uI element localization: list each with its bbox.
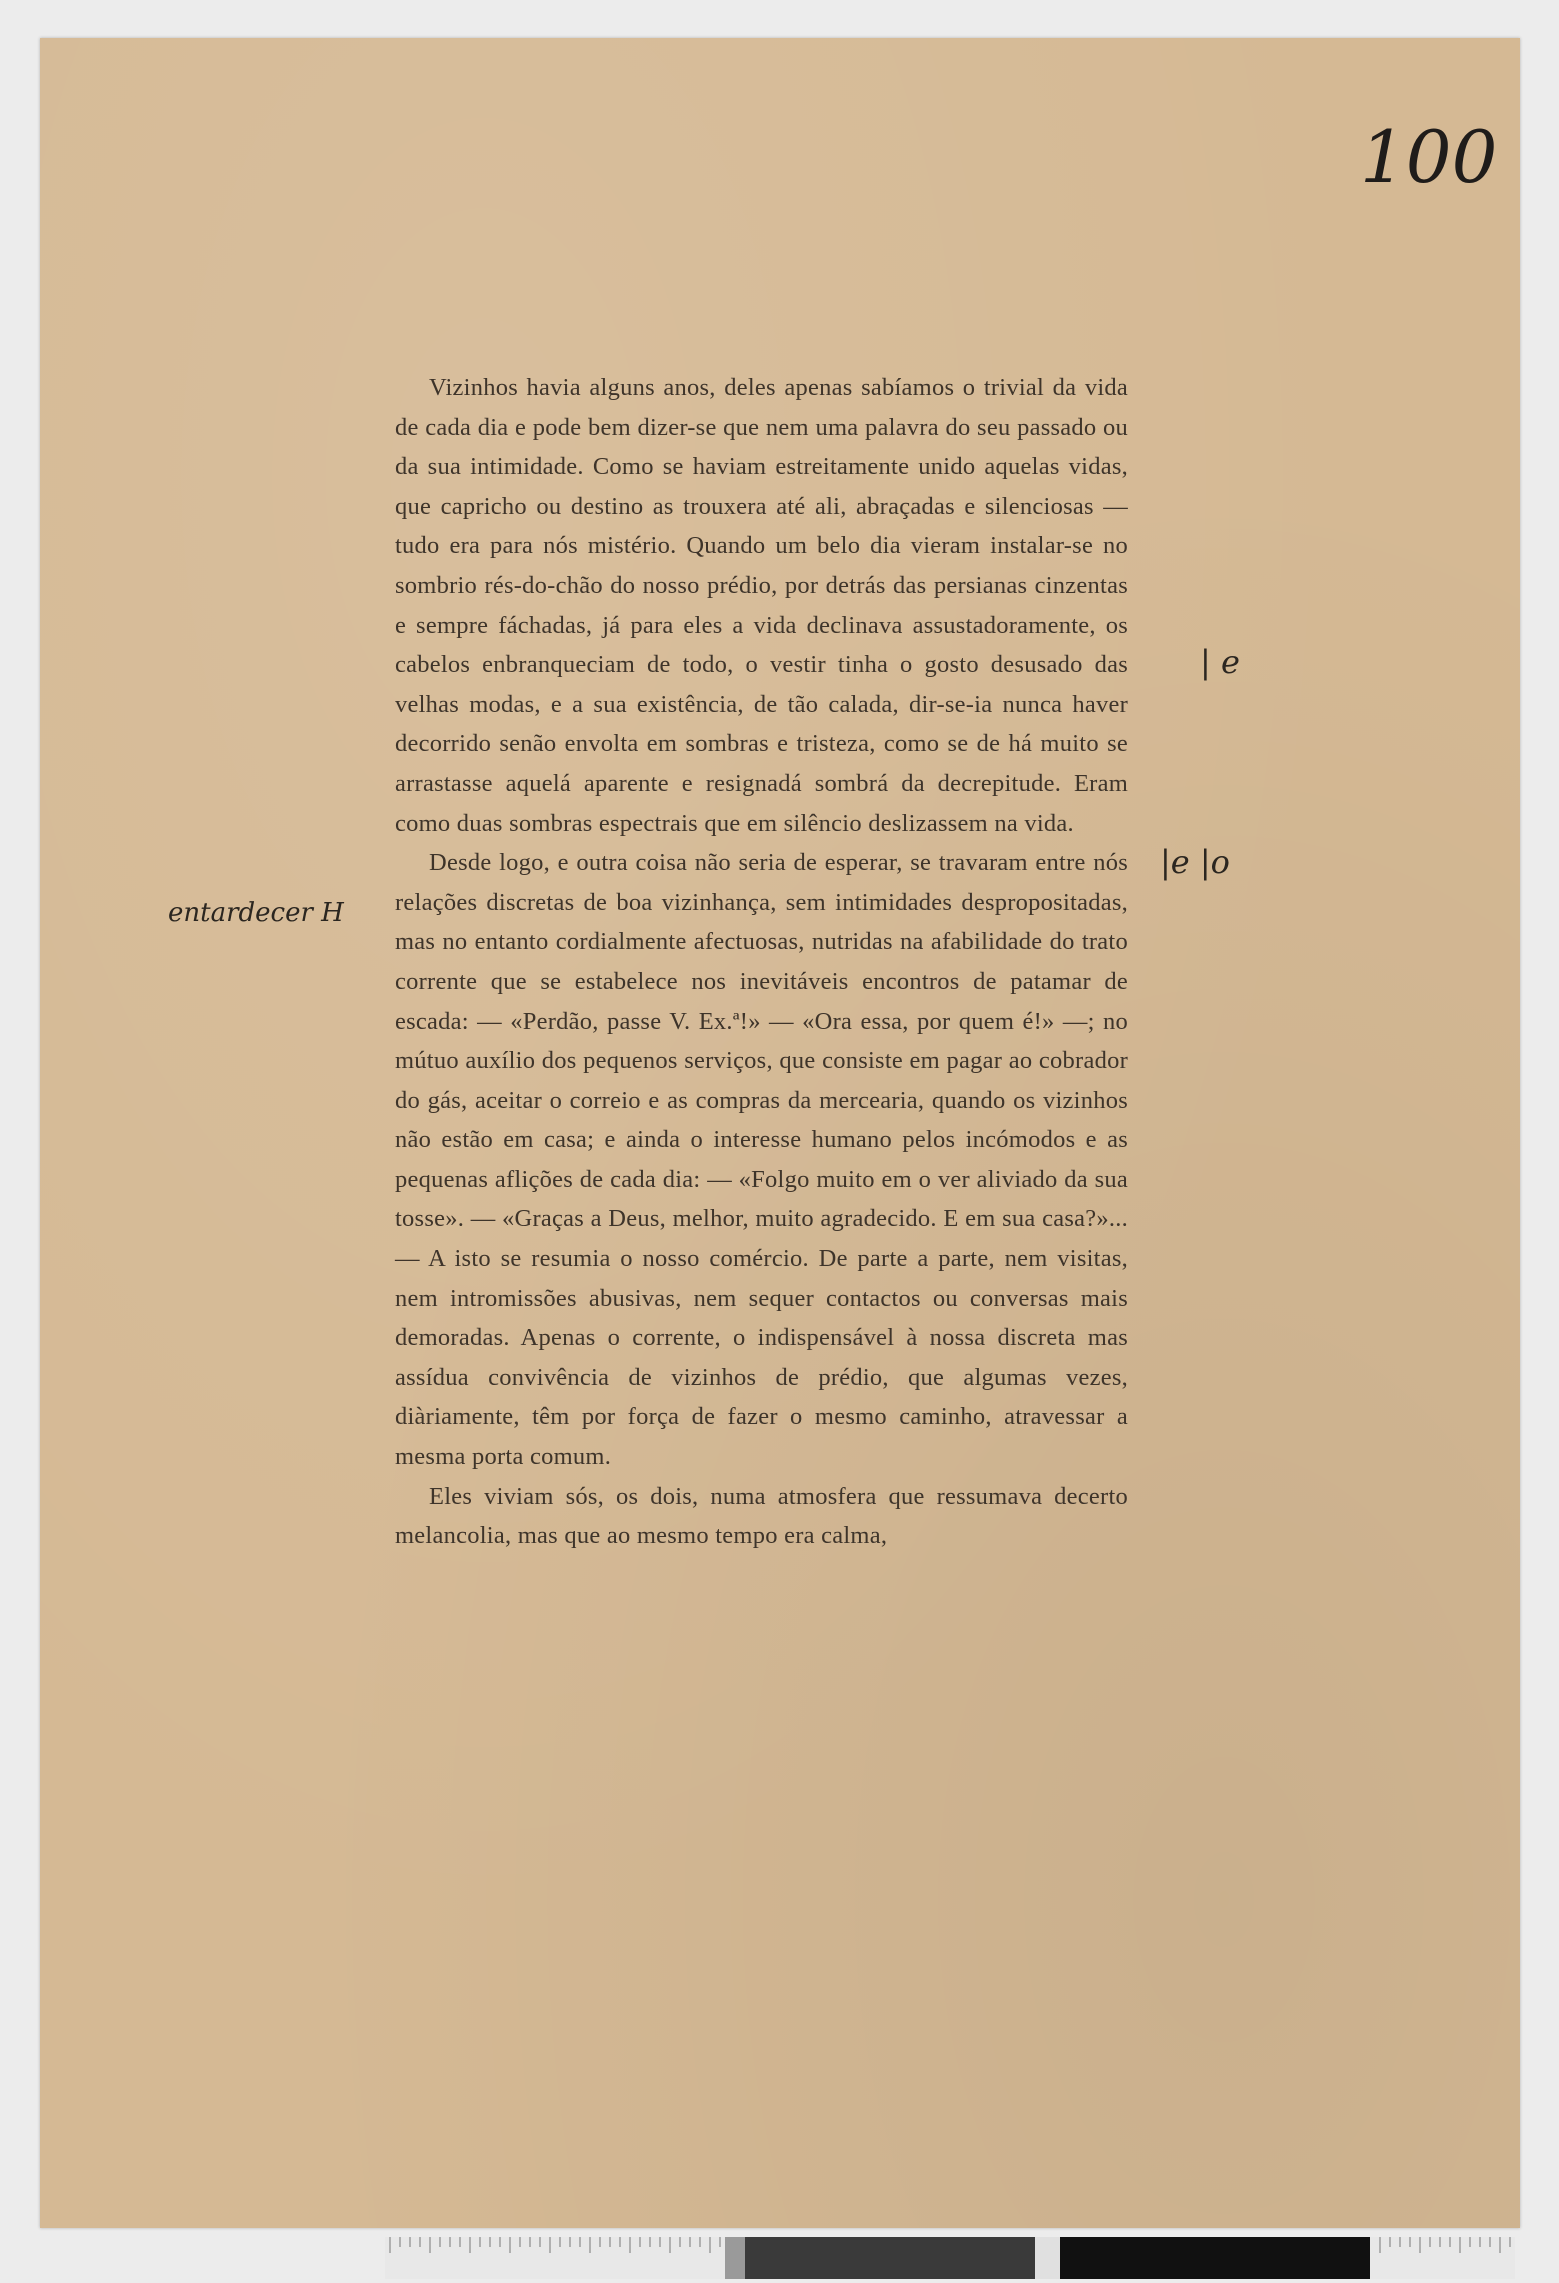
page-number-text: 100 bbox=[1360, 115, 1498, 199]
margin-note-left: entardecer H bbox=[168, 898, 344, 928]
page-number bbox=[1340, 102, 1510, 212]
paragraph-3: Eles viviam sós, os dois, numa atmosfera que ressumava decerto melancolia, mas que ao mesmo tempo era calma, bbox=[395, 1482, 1128, 1550]
paragraph-2: Desde logo, e outra coisa não seria de esperar, se travaram entre nós relações discretas de boa vizinhança, sem intimidades despropositadas, mas no entanto cordialmente afectuosas, nutridas na afabilidade do trato corrente que se estabelece nos inevitáveis encontros de patamar de escada: — «Perdão, passe V. Ex.ª!» — «Ora essa, por quem é!» —; no mútuo auxílio dos pequenos serviços, que consiste em pagar ao cobrador do gás, aceitar o correio e as compras da mercearia, quando os vizinhos não estão em casa; e ainda o interesse humano pelos incómodos e as pequenas aflições de cada dia: — «Folgo muito em o ver aliviado da sua tosse». — «Graças a Deus, melhor, muito agradecido. E em sua casa?»... — A isto se resumia o nosso comércio. De parte a parte, nem visitas, nem intromissões abusivas, nem sequer contactos ou conversas mais demoradas. Apenas o corrente, o indispensável à nossa discreta mas assídua convivência de vizinhos de prédio, que algumas vezes, diàriamente, têm por força de fazer o mesmo caminho, atravessar a mesma porta comum. bbox=[395, 849, 1128, 1471]
margin-note-right-1: | e bbox=[1200, 643, 1240, 681]
manuscript-page bbox=[40, 38, 1520, 2228]
paragraph-1: Vizinhos havia alguns anos, deles apenas sabíamos o trivial da vida de cada dia e pode bem dizer-se que nem uma palavra do seu passado ou da sua intimidade. Como se haviam estreitamente unido aquelas vidas, que capricho ou destino as trouxera até ali, abraçadas e silenciosas — tudo era para nós mistério. Quando um belo dia vieram instalar-se no sombrio rés-do-chão do nosso prédio, por detrás das persianas cinzentas e sempre fáchadas, já para eles a vida declinava assustadoramente, os cabelos enbranqueciam de todo, o vestir tinha o gosto desusado das velhas modas, e a sua existência, de tão calada, dir-se-ia nunca haver decorrido senão envolta em sombras e tristeza, como se de há muito se arrastasse aquelá aparente e resignadá sombrá da decrepitude. Eram como duas sombras espectrais que em silêncio deslizassem na vida. bbox=[395, 374, 1128, 837]
page-number-handwriting bbox=[1340, 102, 1510, 212]
color-scale-ruler bbox=[385, 2237, 1515, 2279]
body-text bbox=[395, 368, 1128, 1556]
margin-note-right-2: |e |o bbox=[1160, 843, 1230, 881]
